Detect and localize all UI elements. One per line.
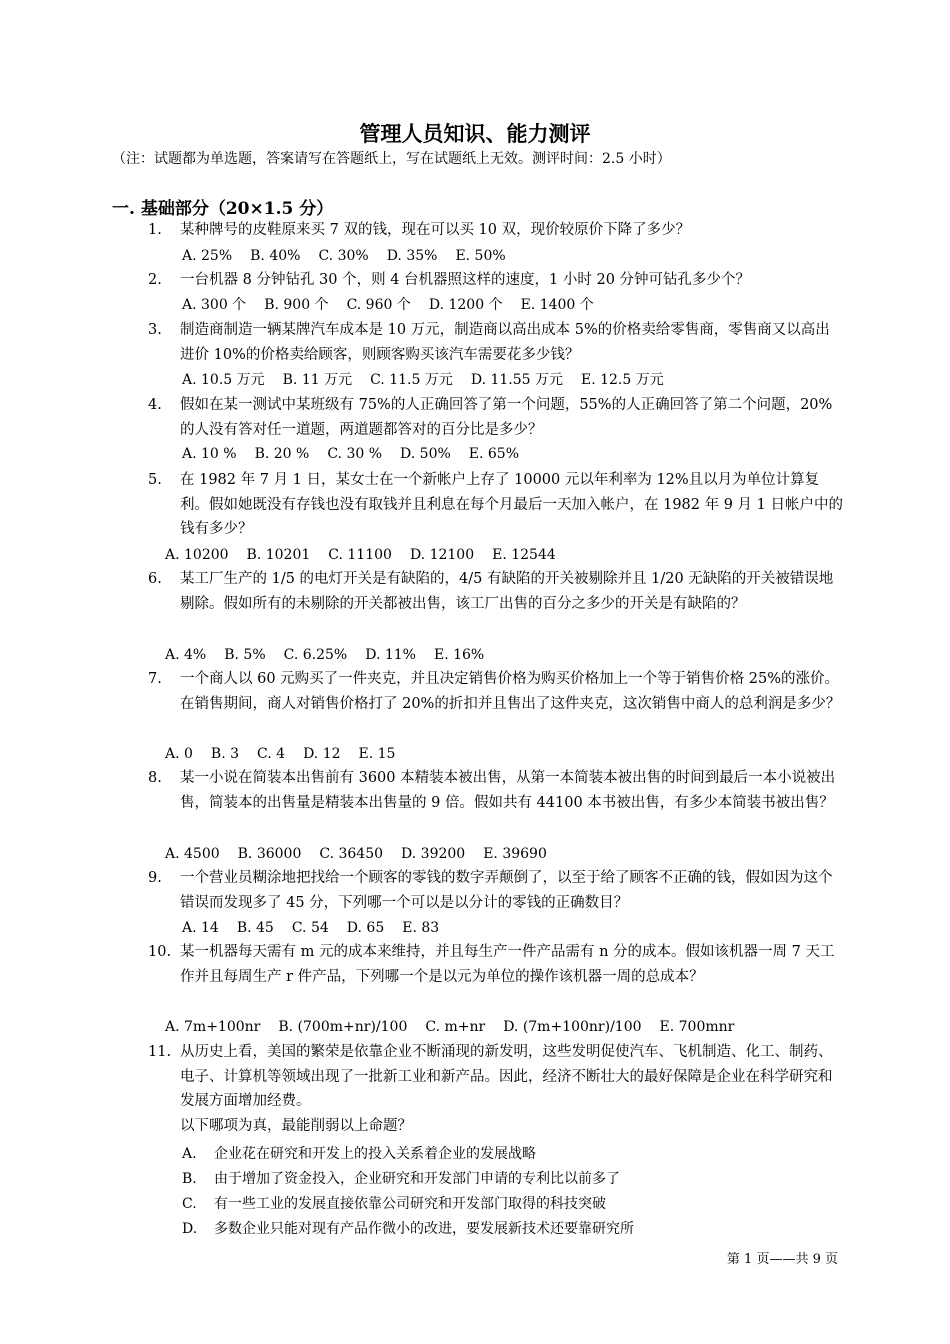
question-11 — [148, 1040, 843, 1138]
choice-label: D. — [182, 1221, 198, 1237]
question-number: 5. — [148, 472, 162, 488]
choice-label: B. — [182, 1171, 197, 1187]
option: A. 14 — [182, 920, 219, 936]
question-7-options — [165, 744, 413, 764]
exam-note: （注：试题都为单选题，答案请写在答题纸上，写在试题纸上无效。测评时间：2.5 小时） — [112, 151, 671, 167]
question-text: 一个营业员糊涂地把找给一个顾客的零钱的数字弄颠倒了，以至于给了顾客不正确的钱，假如因为这个错误而发现多了 45 分，下列哪一个可以是以分计的零钱的正确数目？ — [180, 870, 833, 911]
choice-a — [182, 1143, 536, 1163]
question-3-options — [182, 370, 682, 390]
option: A. 4% — [165, 647, 207, 663]
question-8 — [148, 766, 843, 815]
option: D. 1200 个 — [428, 297, 503, 313]
option: A. 0 — [165, 746, 193, 762]
question-text: 一个商人以 60 元购买了一件夹克，并且决定销售价格为购买价格加上一个等于销售价格 25%的涨价。在销售期间，商人对销售价格打了 20%的折扣并且售出了这件夹克，这次销售中商人的总利润是多少？ — [180, 671, 841, 712]
question-prompt: 以下哪项为真，最能削弱以上命题？ — [180, 1117, 412, 1134]
question-text: 制造商制造一辆某牌汽车成本是 10 万元，制造商以高出成本 5%的价格卖给零售商，零售商又以高出进价 10%的价格卖给顾客，则顾客购买该汽车需要花多少钱？ — [180, 322, 830, 363]
option: B. (700m+nr)/100 — [278, 1019, 408, 1035]
option: B. 36000 — [237, 846, 302, 862]
option: A. 7m+100nr — [165, 1019, 261, 1035]
option: D. 11.55 万元 — [470, 372, 563, 388]
option: C. m+nr — [425, 1019, 486, 1035]
question-text: 某种牌号的皮鞋原来买 7 双的钱，现在可以买 10 双，现价较原价下降了多少？ — [180, 222, 691, 238]
question-text: 某一机器每天需有 m 元的成本来维持，并且每生产一件产品需有 n 分的成本。假如该机器一周 7 天工作并且每周生产 r 件产品，下列哪一个是以元为单位的操作该机器一周的总成本？ — [180, 944, 835, 985]
option: A. 10200 — [165, 547, 229, 563]
option: B. 900 个 — [264, 297, 329, 313]
option: C. 30 % — [327, 446, 383, 462]
question-1-options — [182, 246, 524, 266]
option: E. 15 — [358, 746, 396, 762]
question-text: 一台机器 8 分钟钻孔 30 个，则 4 台机器照这样的速度，1 小时 20 分钟可钻孔多少个？ — [180, 272, 751, 288]
option: D. 11% — [365, 647, 416, 663]
option: D. 12100 — [409, 547, 475, 563]
question-text: 假如在某一测试中某班级有 75%的人正确回答了第一个问题，55%的人正确回答了第二个问题，20%的人没有答对任一道题，两道题都答对的百分比是多少？ — [180, 397, 833, 438]
choice-label: A. — [182, 1146, 197, 1162]
page-title: 管理人员知识、能力测评 — [359, 121, 591, 146]
option: B. 45 — [236, 920, 274, 936]
question-number: 2. — [148, 272, 162, 288]
option: D. 35% — [386, 248, 438, 264]
question-2-options — [182, 295, 612, 315]
question-text: 从历史上看，美国的繁荣是依靠企业不断涌现的新发明，这些发明促使汽车、飞机制造、化工、制药、电子、计算机等领域出现了一批新工业和新产品。因此，经济不断壮大的最好保障是企业在科学研究和发展方面增加经费。 — [180, 1044, 833, 1109]
question-6-options — [165, 645, 502, 665]
choice-text: 多数企业只能对现有产品作微小的改进，要发展新技术还要靠研究所 — [214, 1221, 634, 1237]
question-8-options — [165, 844, 565, 864]
option: C. 36450 — [319, 846, 384, 862]
option: C. 30% — [318, 248, 369, 264]
choice-text: 由于增加了资金投入，企业研究和开发部门申请的专利比以前多了 — [214, 1171, 620, 1187]
option: B. 3 — [210, 746, 240, 762]
option: E. 50% — [455, 248, 506, 264]
question-number: 9. — [148, 870, 162, 886]
option: E. 700mnr — [659, 1019, 735, 1035]
question-text: 某工厂生产的 1/5 的电灯开关是有缺陷的，4/5 有缺陷的开关被剔除并且 1/20 无缺陷的开关被错误地剔除。假如所有的未剔除的开关都被出售，该工厂出售的百分之多少的开关是有缺陷的？ — [180, 571, 834, 612]
question-number: 4. — [148, 397, 162, 413]
question-5-options — [165, 545, 574, 565]
section-heading: 一. 基础部分（20×1.5 分） — [112, 199, 334, 219]
question-5 — [148, 468, 843, 542]
choice-text: 有一些工业的发展直接依靠公司研究和开发部门取得的科技突破 — [214, 1196, 606, 1212]
option: E. 39690 — [483, 846, 547, 862]
question-number: 3. — [148, 322, 162, 338]
option: E. 12.5 万元 — [581, 372, 664, 388]
option: B. 11 万元 — [282, 372, 353, 388]
option: D. 12 — [303, 746, 341, 762]
option: B. 10201 — [246, 547, 311, 563]
option: C. 11100 — [328, 547, 392, 563]
option: A. 300 个 — [182, 297, 247, 313]
option: C. 4 — [257, 746, 286, 762]
option: A. 10.5 万元 — [182, 372, 265, 388]
question-10 — [148, 940, 843, 989]
question-7 — [148, 667, 843, 716]
option: D. 39200 — [401, 846, 466, 862]
option: D. 50% — [400, 446, 451, 462]
question-number: 10. — [148, 944, 172, 960]
question-4 — [148, 393, 843, 442]
question-number: 6. — [148, 571, 162, 587]
question-9-options — [182, 918, 457, 938]
option: C. 960 个 — [346, 297, 411, 313]
option: E. 65% — [468, 446, 520, 462]
choice-c — [182, 1193, 606, 1213]
option: B. 5% — [224, 647, 266, 663]
question-number: 11. — [148, 1044, 172, 1060]
option: A. 25% — [182, 248, 233, 264]
option: D. (7m+100nr)/100 — [503, 1019, 642, 1035]
option: A. 4500 — [165, 846, 220, 862]
option: D. 65 — [346, 920, 385, 936]
question-2 — [148, 268, 843, 293]
option: C. 11.5 万元 — [370, 372, 453, 388]
option: E. 12544 — [492, 547, 556, 563]
choice-b — [182, 1168, 620, 1188]
choice-d — [182, 1218, 634, 1238]
page-footer: 第 1 页——共 9 页 — [726, 1252, 838, 1267]
option: A. 10 % — [182, 446, 237, 462]
option: E. 16% — [433, 647, 485, 663]
option: E. 83 — [402, 920, 440, 936]
choice-text: 企业花在研究和开发上的投入关系着企业的发展战略 — [214, 1146, 536, 1162]
option: B. 20 % — [254, 446, 310, 462]
choice-label: C. — [182, 1196, 197, 1212]
question-6 — [148, 567, 843, 616]
option: C. 54 — [291, 920, 329, 936]
question-text: 某一小说在简装本出售前有 3600 本精装本被出售，从第一本简装本被出售的时间到最后一本小说被出售，简装本的出售量是精装本出售量的 9 倍。假如共有 44100 本书被出售，有多少本简装书被出售？ — [180, 770, 836, 811]
question-number: 8. — [148, 770, 162, 786]
question-number: 7. — [148, 671, 162, 687]
option: E. 1400 个 — [520, 297, 594, 313]
question-3 — [148, 318, 843, 367]
question-1 — [148, 218, 843, 243]
question-10-options — [165, 1017, 752, 1037]
question-4-options — [182, 444, 537, 464]
question-number: 1. — [148, 222, 162, 238]
question-9 — [148, 866, 843, 915]
question-text: 在 1982 年 7 月 1 日，某女士在一个新帐户上存了 10000 元以年利率为 12%且以月为单位计算复利。假如她既没有存钱也没有取钱并且利息在每个月最后一天加入帐户，在 1982 年 9 月 1 日帐户中的钱有多少？ — [180, 472, 844, 537]
option: B. 40% — [250, 248, 301, 264]
option: C. 6.25% — [283, 647, 348, 663]
